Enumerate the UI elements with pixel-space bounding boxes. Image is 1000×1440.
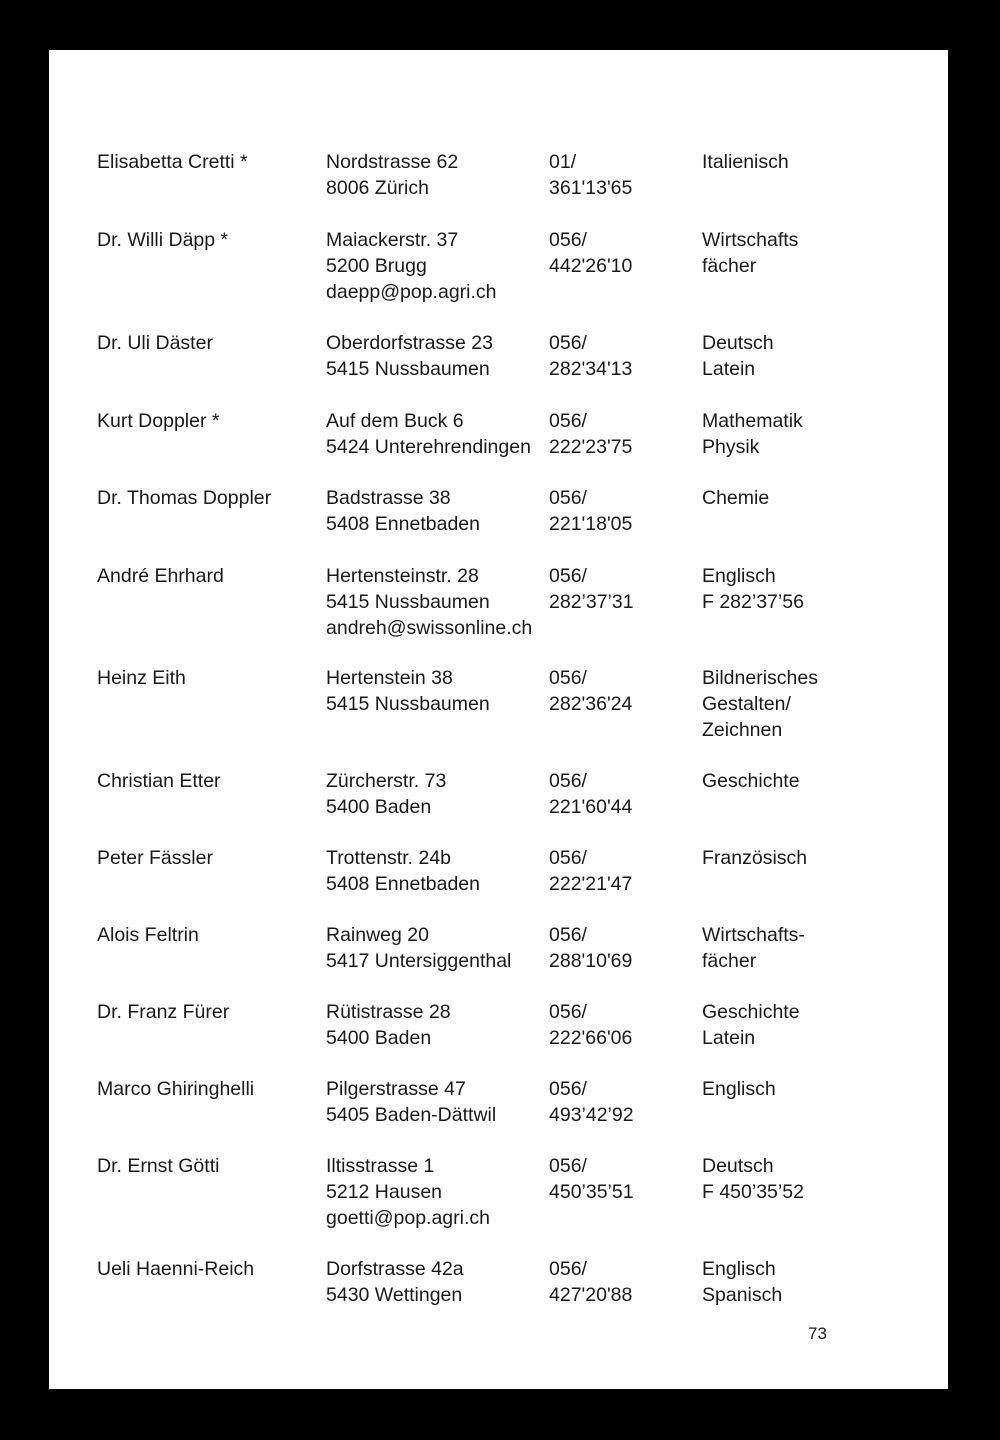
entry-phone: 056/ 221'18'05 [549,487,633,535]
entry-address: Rainweg 20 5417 Untersiggenthal [326,924,512,972]
entry-phone: 056/ 222'23'75 [549,410,633,458]
entry-subject: Englisch [702,1078,776,1100]
entry-address: Iltisstrasse 1 5212 Hausen goetti@pop.agri.ch [326,1155,490,1229]
entry-subject: Bildnerisches Gestalten/ Zeichnen [702,667,818,741]
entry-subject: Deutsch Latein [702,332,774,380]
entry-name: Dr. Thomas Doppler [97,487,272,509]
entry-name: Heinz Eith [97,667,186,689]
entry-name: Kurt Doppler * [97,410,220,432]
entry-phone: 056/ 222'66'06 [549,1001,633,1049]
entry-name: Alois Feltrin [97,924,199,946]
entry-phone: 056/ 222'21'47 [549,847,633,895]
entry-subject: Wirtschafts- fächer [702,924,805,972]
teacher-directory [49,50,948,1389]
directory-entry [49,1153,948,1253]
entry-email: goetti@pop.agri.ch [326,1207,490,1229]
directory-entry [49,563,948,663]
directory-entry [49,665,948,765]
entry-address: Oberdorfstrasse 23 5415 Nussbaumen [326,332,493,380]
entry-address: Dorfstrasse 42a 5430 Wettingen [326,1258,464,1306]
entry-name: Ueli Haenni-Reich [97,1258,255,1280]
entry-address: Hertensteinstr. 28 5415 Nussbaumen andreh@swissonline.ch [326,565,533,639]
entry-address: Auf dem Buck 6 5424 Unterehrendingen [326,410,531,458]
entry-phone: 056/ 442'26'10 [549,229,633,277]
entry-subject: Wirtschafts fächer [702,229,799,277]
entry-name: André Ehrhard [97,565,224,587]
entry-phone: 056/ 450’35’51 [549,1155,634,1203]
entry-phone: 056/ 282'34'13 [549,332,633,380]
page-number: 73 [808,1324,827,1343]
entry-phone: 056/ 282’37’31 [549,565,634,613]
entry-name: Elisabetta Cretti * [97,151,248,173]
entry-email: daepp@pop.agri.ch [326,281,497,303]
entry-phone: 056/ 221'60'44 [549,770,633,818]
entry-name: Dr. Ernst Götti [97,1155,220,1177]
entry-address: Trottenstr. 24b 5408 Ennetbaden [326,847,480,895]
document-page [49,50,948,1389]
entry-name: Dr. Willi Däpp * [97,229,229,251]
entry-email: andreh@swissonline.ch [326,617,533,639]
entry-name: Christian Etter [97,770,221,792]
entry-address: Maiackerstr. 37 5200 Brugg daepp@pop.agri.ch [326,229,497,303]
entry-phone: 056/ 282'36'24 [549,667,633,715]
entry-subject: Mathematik Physik [702,410,803,458]
entry-subject: Geschichte [702,770,800,792]
entry-phone: 01/ 361'13'65 [549,151,633,199]
entry-address: Pilgerstrasse 47 5405 Baden-Dättwil [326,1078,497,1126]
entry-subject: Italienisch [702,151,789,173]
entry-name: Peter Fässler [97,847,213,869]
entry-name: Dr. Uli Däster [97,332,213,354]
entry-phone: 056/ 427'20'88 [549,1258,633,1306]
entry-subject: Englisch Spanisch [702,1258,783,1306]
directory-entry [49,227,948,327]
entry-subject: Deutsch F 450’35’52 [702,1155,804,1203]
entry-name: Dr. Franz Fürer [97,1001,230,1023]
entry-subject: Französisch [702,847,808,869]
entry-phone: 056/ 288'10'69 [549,924,633,972]
entry-subject: Geschichte Latein [702,1001,800,1049]
entry-subject: Chemie [702,487,770,509]
entry-address: Rütistrasse 28 5400 Baden [326,1001,451,1049]
entry-address: Hertenstein 38 5415 Nussbaumen [326,667,490,715]
entry-address: Zürcherstr. 73 5400 Baden [326,770,447,818]
entry-address: Badstrasse 38 5408 Ennetbaden [326,487,480,535]
entry-subject: Englisch F 282’37’56 [702,565,804,613]
entry-name: Marco Ghiringhelli [97,1078,255,1100]
entry-phone: 056/ 493’42’92 [549,1078,634,1126]
entry-address: Nordstrasse 62 8006 Zürich [326,151,459,199]
